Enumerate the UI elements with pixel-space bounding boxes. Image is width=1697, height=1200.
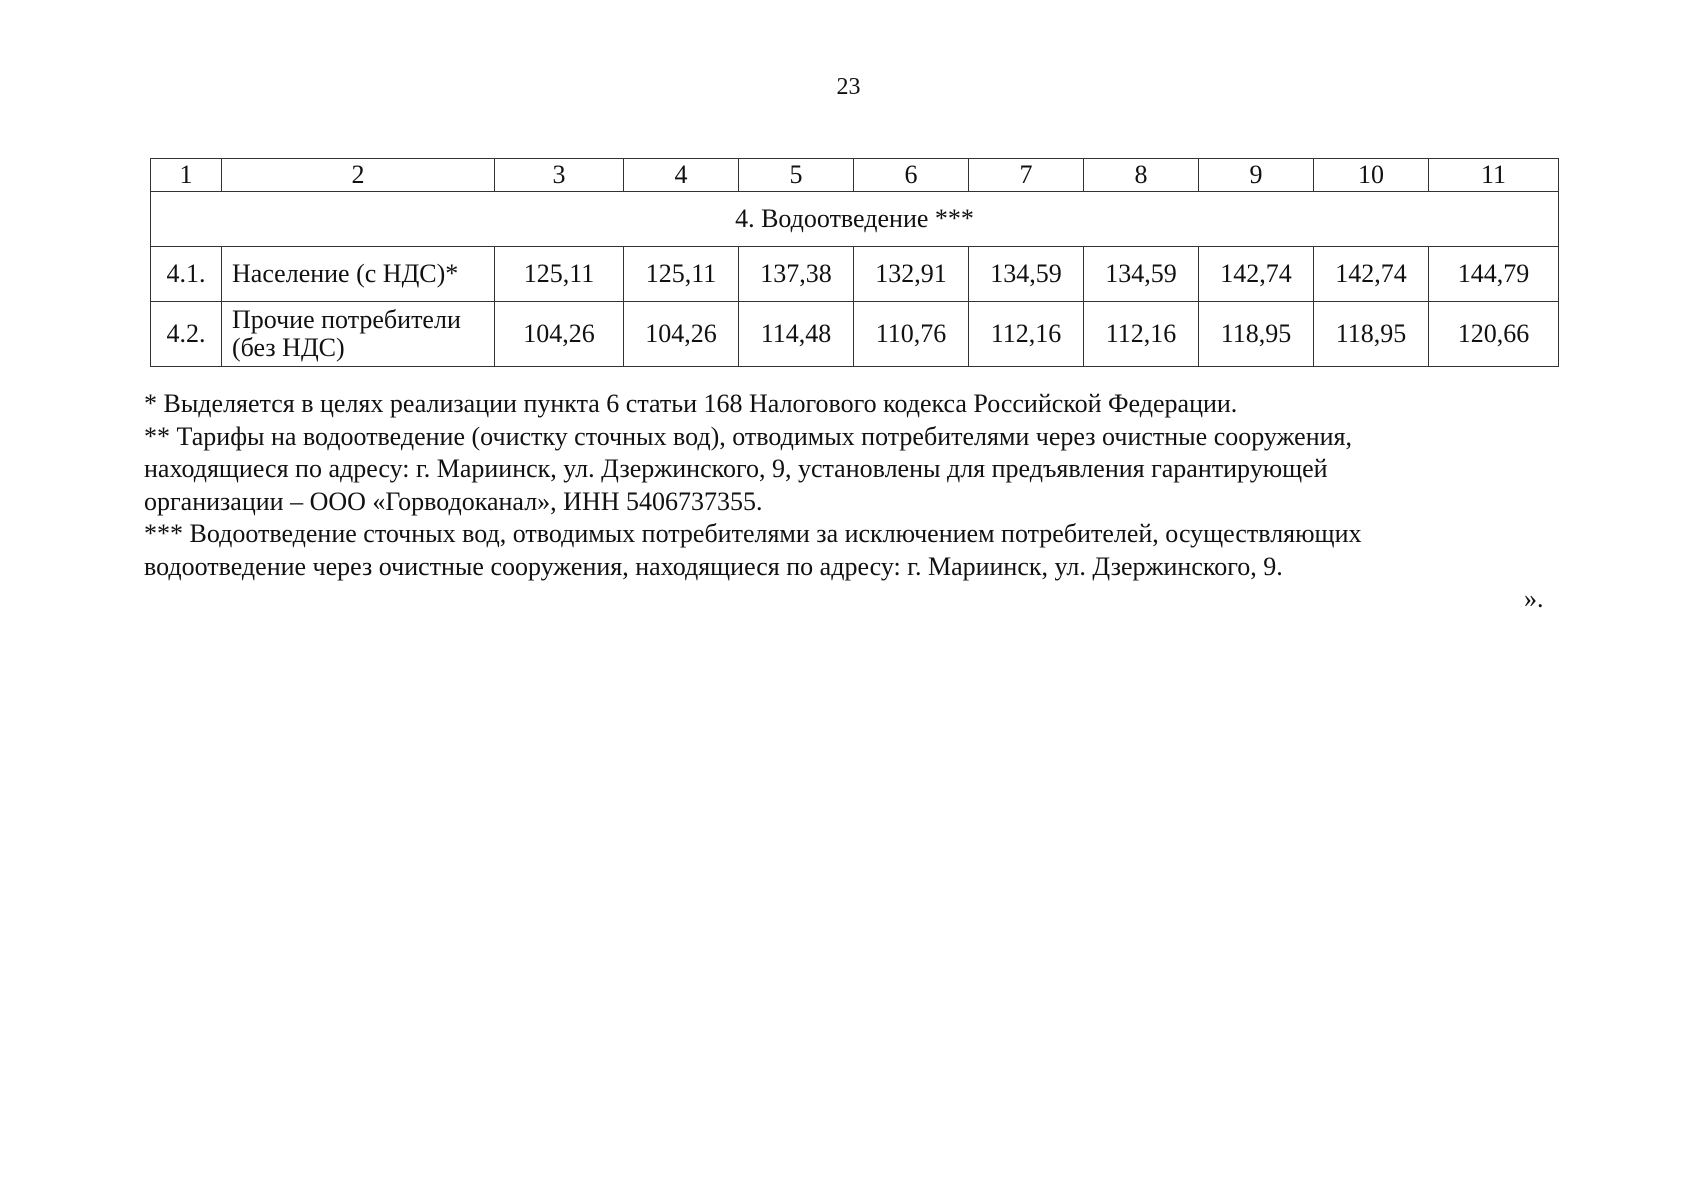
column-number-cell: 11 xyxy=(1429,159,1559,192)
column-number-cell: 2 xyxy=(222,159,495,192)
tariff-value: 104,26 xyxy=(624,302,739,367)
column-number-cell: 7 xyxy=(969,159,1084,192)
row-number: 4.1. xyxy=(151,247,222,302)
tariff-value: 112,16 xyxy=(969,302,1084,367)
tariff-value: 134,59 xyxy=(969,247,1084,302)
section-row xyxy=(151,192,1559,247)
row-name-line: (без НДС) xyxy=(232,333,345,362)
footnotes xyxy=(144,388,1564,583)
tariff-value: 137,38 xyxy=(739,247,854,302)
section-title: 4. Водоотведение *** xyxy=(151,192,1559,247)
tariff-value: 112,16 xyxy=(1084,302,1199,367)
footnote-line: * Выделяется в целях реализации пункта 6 статьи 168 Налогового кодекса Российской Федерации. xyxy=(144,389,1238,418)
tariff-value: 104,26 xyxy=(495,302,624,367)
footnote-line: ** Тарифы на водоотведение (очистку сточных вод), отводимых потребителями через очистные сооружения, xyxy=(144,421,1352,451)
column-number-cell: 5 xyxy=(739,159,854,192)
footnote-line: *** Водоотведение сточных вод, отводимых потребителями за исключением потребителей, осуществляющих xyxy=(144,519,1362,548)
page-number: 23 xyxy=(836,74,861,100)
footnote-line: организации – ООО «Горводоканал», ИНН 5406737355. xyxy=(144,486,763,516)
footnote-line: находящиеся по адресу: г. Мариинск, ул. Дзержинского, 9, установлены для предъявления гарантирующей xyxy=(144,454,1328,483)
tariff-value: 134,59 xyxy=(1084,247,1199,302)
tariff-value: 110,76 xyxy=(854,302,969,367)
table-row xyxy=(151,247,1559,302)
closing-quote-mark: ». xyxy=(1524,584,1544,613)
row-name: Население (с НДС)* xyxy=(222,247,495,302)
column-number-cell: 10 xyxy=(1314,159,1429,192)
table-row xyxy=(151,302,1559,367)
row-name xyxy=(222,302,495,367)
tariff-value: 144,79 xyxy=(1429,247,1559,302)
column-number-cell: 8 xyxy=(1084,159,1199,192)
tariff-value: 114,48 xyxy=(739,302,854,367)
row-number: 4.2. xyxy=(151,302,222,367)
tariff-value: 142,74 xyxy=(1314,247,1429,302)
tariff-value: 132,91 xyxy=(854,247,969,302)
tariff-value: 125,11 xyxy=(495,247,624,302)
tariff-value: 120,66 xyxy=(1429,302,1559,367)
tariff-value: 142,74 xyxy=(1199,247,1314,302)
tariff-table xyxy=(150,158,1559,367)
tariff-value: 118,95 xyxy=(1314,302,1429,367)
footnote-line: водоотведение через очистные сооружения, находящиеся по адресу: г. Мариинск, ул. Дзержинского, 9. xyxy=(144,551,1283,581)
column-number-cell: 1 xyxy=(151,159,222,192)
column-number-cell: 4 xyxy=(624,159,739,192)
column-number-cell: 9 xyxy=(1199,159,1314,192)
column-number-row xyxy=(151,159,1559,192)
column-number-cell: 6 xyxy=(854,159,969,192)
column-number-cell: 3 xyxy=(495,159,624,192)
tariff-value: 125,11 xyxy=(624,247,739,302)
row-name-line: Прочие потребители xyxy=(232,305,461,334)
tariff-value: 118,95 xyxy=(1199,302,1314,367)
